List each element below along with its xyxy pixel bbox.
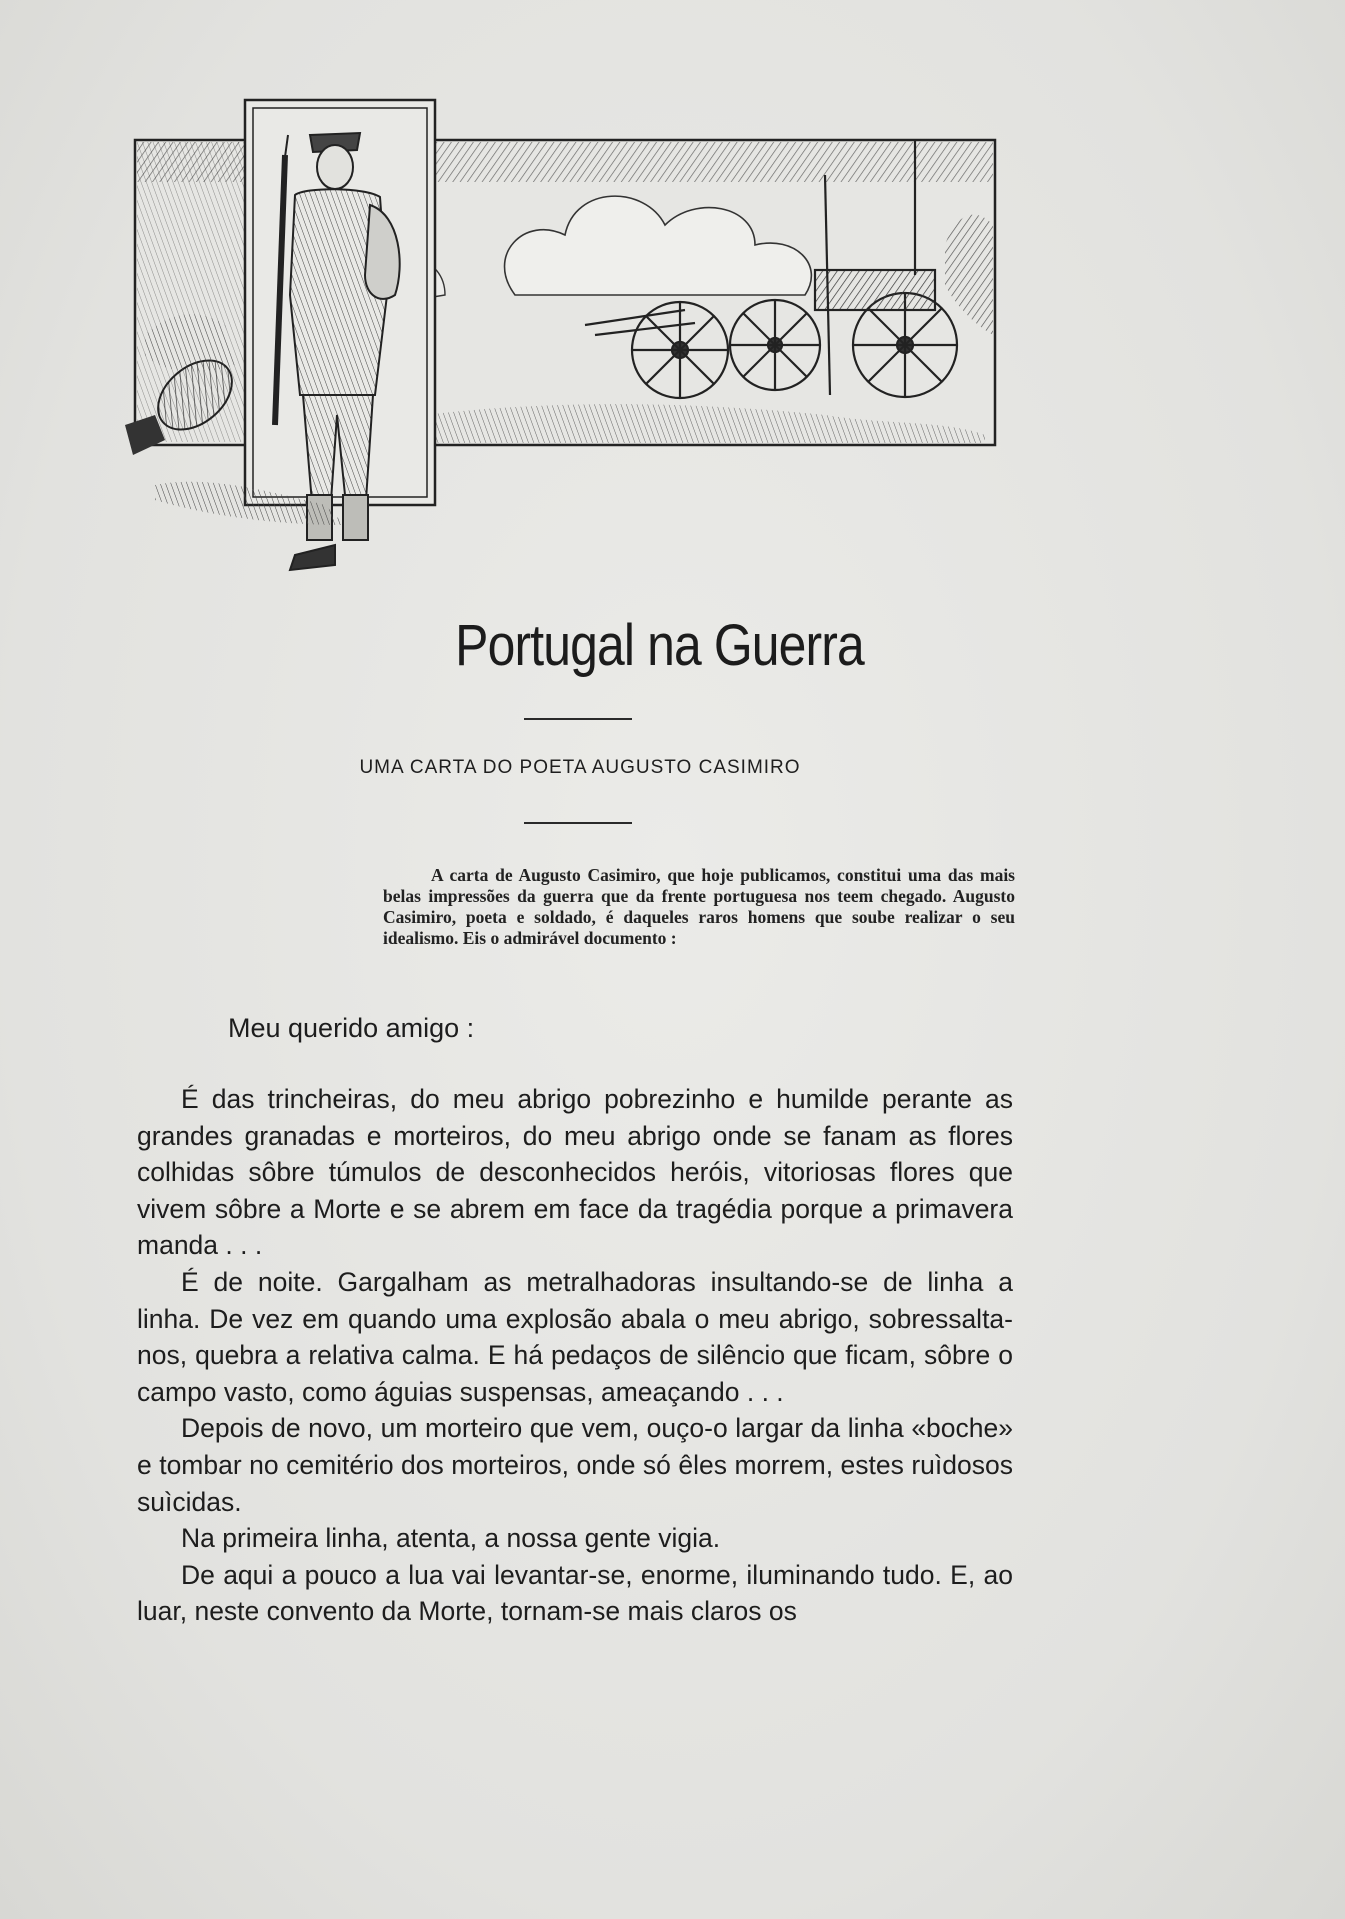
article-title: Portugal na Guerra (455, 613, 864, 678)
letter-body (137, 1081, 1013, 1630)
letter-paragraph: É de noite. Gargalham as metralhadoras insultando-se de linha a linha. De vez em quando uma explosão abala o meu abrigo, sobressalta-nos, quebra a relativa calma. E há pedaços de silêncio que ficam, sôbre o campo vasto, como águias suspensas, ameaçando . . . (137, 1266, 1013, 1407)
article-subtitle: UMA CARTA DO POETA AUGUSTO CASIMIRO (359, 757, 801, 778)
letter-salutation: Meu querido amigo : (228, 1013, 475, 1043)
article-intro (383, 865, 1015, 949)
letter-paragraph: Depois de novo, um morteiro que vem, ouço-o largar da linha «boche» e tombar no cemitério dos morteiros, onde só êles morrem, estes ruìdosos suìcidas. (137, 1413, 1013, 1517)
letter-paragraph: De aqui a pouco a lua vai levantar-se, enorme, iluminando tudo. E, ao luar, neste convento da Morte, tornam-se mais claros os (137, 1559, 1013, 1627)
title-divider (524, 718, 632, 720)
subtitle-divider (524, 822, 632, 824)
letter-paragraph: Na primeira linha, atenta, a nossa gente vigia. (181, 1523, 721, 1554)
war-illustration (125, 95, 1005, 585)
intro-text: A carta de Augusto Casimiro, que hoje publicamos, constitui uma das mais belas impressões da guerra que da frente portuguesa nos teem chegado. Augusto Casimiro, poeta e soldado, é daqueles raros homens que soube realizar o seu idealismo. Eis o admirável documento : (383, 865, 1015, 948)
letter-paragraph: É das trincheiras, do meu abrigo pobrezinho e humilde perante as grandes granadas e morteiros, do meu abrigo onde se fanam as flores colhidas sôbre túmulos de desconhecidos heróis, vitoriosas flores que vivem sôbre a Morte e se abrem em face da tragédia porque a primavera manda . . . (137, 1084, 1013, 1261)
